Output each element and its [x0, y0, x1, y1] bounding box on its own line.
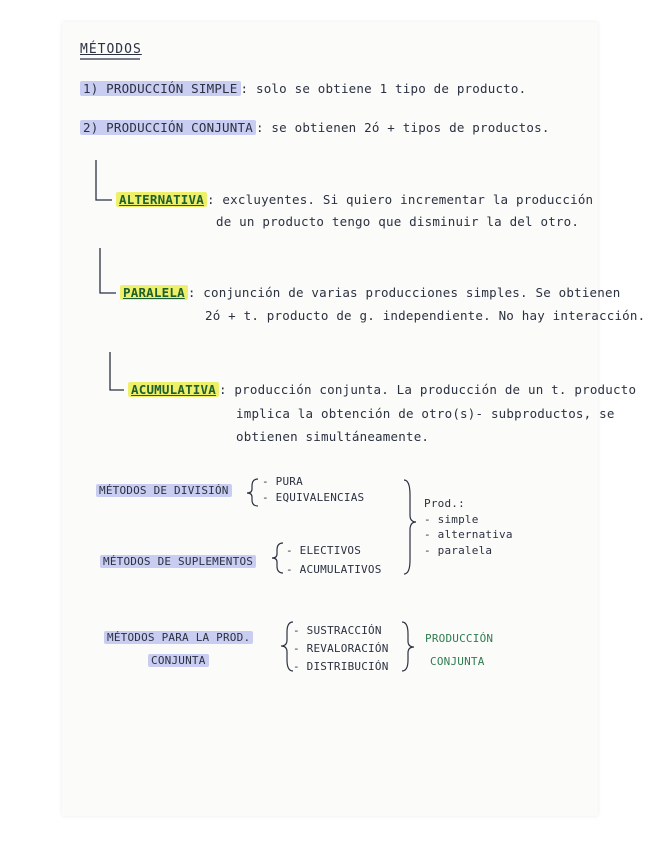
subtype-label: ACUMULATIVA — [128, 382, 219, 397]
subtype-line1: : producción conjunta. La producción de un t. producto — [218, 382, 637, 397]
subtype-alternativa — [116, 192, 593, 207]
subtype-line2: implica la obtención de otro(s)- subproductos, se — [236, 406, 615, 421]
subtype-acumulativa — [128, 382, 636, 397]
method-label: CONJUNTA — [148, 654, 209, 667]
subtype-line1: : conjunción de varias producciones simples. Se obtienen — [187, 285, 621, 300]
subtype-line2: 2ó + t. producto de g. independiente. No hay interacción. — [205, 308, 646, 323]
subtype-paralela — [120, 285, 620, 300]
subtype-line2: de un producto tengo que disminuir la del otro. — [216, 214, 580, 229]
method-label: MÉTODOS DE SUPLEMENTOS — [100, 555, 256, 568]
method-label: MÉTODOS PARA LA PROD. — [104, 631, 253, 644]
page-title: MÉTODOS — [80, 42, 142, 57]
method-conjunta-label-2 — [148, 654, 209, 667]
item-text: : se obtienen 2ó + tipos de productos. — [255, 120, 550, 135]
method-conjunta-item: - SUSTRACCIÓN — [293, 624, 382, 637]
item-label: 1) PRODUCCIÓN SIMPLE — [80, 81, 241, 96]
subtype-label: PARALELA — [120, 285, 188, 300]
item-produccion-simple — [80, 81, 526, 96]
method-suplementos-label — [100, 555, 256, 568]
subtype-line1: : excluyentes. Si quiero incrementar la producción — [206, 192, 594, 207]
prod-summary-title: Prod.: — [424, 497, 465, 510]
item-produccion-conjunta — [80, 120, 550, 135]
method-suplementos-item: - ELECTIVOS — [286, 544, 362, 557]
prod-summary-item: - simple — [424, 513, 479, 526]
method-suplementos-item: - ACUMULATIVOS — [286, 563, 382, 576]
method-conjunta-item: - DISTRIBUCIÓN — [293, 660, 389, 673]
method-division-label — [96, 484, 232, 497]
subtype-line3: obtienen simultáneamente. — [236, 429, 430, 444]
method-division-item: - PURA — [262, 475, 303, 488]
method-conjunta-item: - REVALORACIÓN — [293, 642, 389, 655]
item-label: 2) PRODUCCIÓN CONJUNTA — [80, 120, 256, 135]
method-division-item: - EQUIVALENCIAS — [262, 491, 365, 504]
prod-summary-item: - alternativa — [424, 528, 513, 541]
method-label: MÉTODOS DE DIVISIÓN — [96, 484, 232, 497]
prod-summary-item: - paralela — [424, 544, 493, 557]
method-conjunta-result-2: CONJUNTA — [430, 655, 485, 668]
method-conjunta-label — [104, 631, 253, 644]
item-text: : solo se obtiene 1 tipo de producto. — [240, 81, 527, 96]
subtype-label: ALTERNATIVA — [116, 192, 207, 207]
method-conjunta-result: PRODUCCIÓN — [425, 632, 494, 645]
